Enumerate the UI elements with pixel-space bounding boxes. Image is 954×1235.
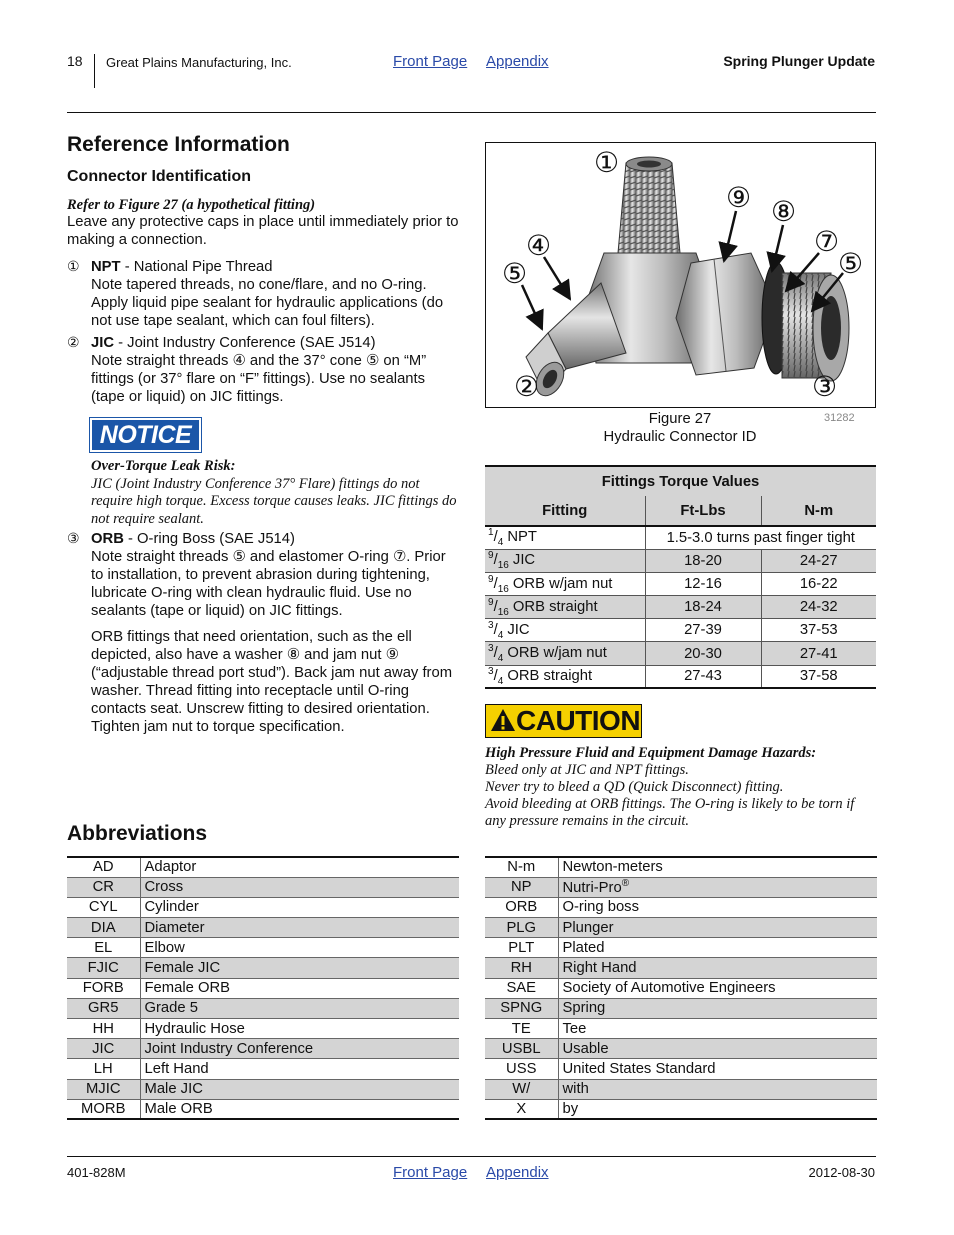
jic-marker: ② bbox=[67, 334, 80, 350]
abbreviation-meaning: Cross bbox=[140, 877, 459, 897]
abbreviation-meaning: Adaptor bbox=[140, 857, 459, 877]
abbreviation-code: SPNG bbox=[485, 998, 558, 1018]
table-row bbox=[485, 857, 877, 877]
page-number: 18 bbox=[67, 53, 83, 69]
callout-2: ② bbox=[514, 370, 540, 403]
col-nm: N-m bbox=[761, 496, 876, 526]
abbreviation-code: CR bbox=[67, 877, 140, 897]
callout-1: ① bbox=[594, 146, 620, 179]
caution-label: CAUTION bbox=[516, 705, 641, 736]
section-title: Reference Information bbox=[67, 133, 290, 156]
table-row bbox=[485, 526, 876, 549]
abbreviation-meaning: Grade 5 bbox=[140, 998, 459, 1018]
jic-name: - Joint Industry Conference (SAE J514) bbox=[114, 335, 376, 351]
ftlbs-cell: 27-39 bbox=[645, 619, 761, 642]
nm-cell: 27-41 bbox=[761, 642, 876, 665]
table-row bbox=[485, 642, 876, 665]
table-row bbox=[67, 998, 459, 1018]
caution-line-1: Bleed only at JIC and NPT fittings. bbox=[485, 762, 689, 778]
table-row bbox=[67, 958, 459, 978]
document-title: Spring Plunger Update bbox=[723, 53, 875, 69]
abbreviation-meaning: Female ORB bbox=[140, 978, 459, 998]
npt-torque-cell: 1.5-3.0 turns past finger tight bbox=[645, 526, 876, 549]
jic-text: Note straight threads ④ and the 37° cone ⑤ on “M” fittings (or 37° flare on “F” fittings). Use no sealants (tape or liquid) on JIC fittings. bbox=[91, 353, 427, 405]
table-row bbox=[67, 877, 459, 897]
abbreviation-meaning: Usable bbox=[558, 1039, 877, 1059]
abbreviation-code: HH bbox=[67, 1019, 140, 1039]
abbreviation-code: MORB bbox=[67, 1099, 140, 1119]
header-divider bbox=[94, 54, 95, 88]
abbreviation-code: PLT bbox=[485, 938, 558, 958]
npt-name: - National Pipe Thread bbox=[120, 259, 273, 275]
jic-item bbox=[91, 334, 461, 406]
torque-table bbox=[485, 465, 876, 689]
abbreviation-code: FJIC bbox=[67, 958, 140, 978]
table-row bbox=[485, 918, 877, 938]
table-row bbox=[485, 1039, 877, 1059]
table-row bbox=[67, 918, 459, 938]
abbreviation-meaning: Diameter bbox=[140, 918, 459, 938]
table-row bbox=[67, 857, 459, 877]
table-row bbox=[485, 897, 877, 917]
table-row bbox=[485, 1059, 877, 1079]
abbreviation-code: USS bbox=[485, 1059, 558, 1079]
warning-triangle-icon bbox=[490, 708, 516, 732]
abbreviation-meaning: Cylinder bbox=[140, 897, 459, 917]
abbreviation-meaning: Joint Industry Conference bbox=[140, 1039, 459, 1059]
table-row bbox=[67, 1039, 459, 1059]
nm-cell: 16-22 bbox=[761, 572, 876, 595]
abbreviation-meaning: Plated bbox=[558, 938, 877, 958]
orb-text: Note straight threads ⑤ and elastomer O-ring ⑦. Prior to installation, to prevent abrasion during tightening, lubricate O-ring with clean hydraulic fluid. Use no sealants (tape or liquid) on JIC fittings. bbox=[91, 549, 446, 619]
abbreviation-code: CYL bbox=[67, 897, 140, 917]
abbreviation-meaning: by bbox=[562, 1101, 579, 1118]
caution-line-3: Avoid bleeding at ORB fittings. The O-ring is likely to be torn if any pressure remains in the circuit. bbox=[485, 796, 855, 829]
caution-line-2: Never try to bleed a QD (Quick Disconnect) fitting. bbox=[485, 779, 784, 795]
nm-cell: 24-27 bbox=[761, 549, 876, 572]
fitting-cell: $^9/_{16}$ ORB w/jam nut bbox=[485, 572, 645, 595]
figure-number: Figure 27 bbox=[648, 411, 712, 427]
abbreviation-meaning: Tee bbox=[558, 1019, 877, 1039]
company-name: Great Plains Manufacturing, Inc. bbox=[106, 55, 292, 70]
table-row bbox=[67, 938, 459, 958]
table-row bbox=[67, 1079, 459, 1099]
nm-cell: 37-53 bbox=[761, 619, 876, 642]
abbreviation-meaning: Hydraulic Hose bbox=[140, 1019, 459, 1039]
notice-heading: Over-Torque Leak Risk: bbox=[91, 458, 236, 474]
notice-text: JIC (Joint Industry Conference 37° Flare) fittings do not require high torque. Excess torque causes leaks. JIC fittings do not require sealant. bbox=[91, 475, 457, 527]
abbreviations-table-left bbox=[67, 856, 459, 1120]
notice-badge: NOTICE bbox=[90, 418, 201, 452]
fitting-cell: $^3/_4$ ORB w/jam nut bbox=[485, 642, 645, 665]
abbreviation-code: TE bbox=[485, 1019, 558, 1039]
ftlbs-cell: 20-30 bbox=[645, 642, 761, 665]
hydraulic-connector-figure bbox=[485, 142, 876, 408]
abbreviation-code: N-m bbox=[485, 857, 558, 877]
abbreviation-meaning: Left Hand bbox=[140, 1059, 459, 1079]
appendix-link[interactable]: Appendix bbox=[486, 53, 549, 70]
table-row bbox=[485, 998, 877, 1018]
abbreviation-meaning: Male ORB bbox=[144, 1101, 213, 1118]
col-fitting: Fitting bbox=[485, 496, 645, 526]
abbreviation-code: AD bbox=[67, 857, 140, 877]
abbreviation-code: X bbox=[485, 1099, 558, 1119]
figure-image-id: 31282 bbox=[824, 412, 855, 424]
figure-title: Hydraulic Connector ID bbox=[603, 429, 757, 445]
abbreviation-code: FORB bbox=[67, 978, 140, 998]
orb-orientation-text: ORB fittings that need orientation, such as the ell depicted, also have a washer ⑧ and jam nut ⑨ (“adjustable thread port stud”). Back jam nut away from washer. Thread fitting into receptacle until O-ring contacts seat. Unscrew fitting to desired orientation. Tighten jam nut to torque specification. bbox=[91, 629, 453, 735]
npt-code: NPT bbox=[91, 259, 121, 275]
abbreviation-meaning: United States Standard bbox=[558, 1059, 877, 1079]
section-subtitle: Connector Identification bbox=[67, 168, 251, 185]
orb-marker: ③ bbox=[67, 530, 80, 546]
figure-reference: Refer to Figure 27 (a hypothetical fitting) bbox=[67, 197, 316, 213]
abbreviation-code: EL bbox=[67, 938, 140, 958]
abbreviation-meaning: Female JIC bbox=[140, 958, 459, 978]
abbreviation-code: ORB bbox=[485, 897, 558, 917]
front-page-link[interactable]: Front Page bbox=[393, 53, 468, 70]
ftlbs-cell: 18-24 bbox=[645, 596, 761, 619]
abbreviation-meaning: Newton-meters bbox=[558, 857, 877, 877]
table-row bbox=[485, 1099, 877, 1119]
npt-text: Note tapered threads, no cone/flare, and no O-ring. Apply liquid pipe sealant for hydraulic applications (do not use tape sealant, which can foul filters). bbox=[91, 277, 444, 329]
fitting-cell: $^3/_4$ JIC bbox=[485, 619, 645, 642]
abbreviation-code: W/ bbox=[485, 1079, 558, 1099]
abbreviation-code: GR5 bbox=[67, 998, 140, 1018]
table-row bbox=[485, 938, 877, 958]
npt-item bbox=[91, 258, 461, 330]
table-row bbox=[485, 665, 876, 688]
callout-7: ⑦ bbox=[814, 225, 840, 258]
ftlbs-cell: 12-16 bbox=[645, 572, 761, 595]
abbreviations-table-right bbox=[485, 856, 877, 1120]
table-row bbox=[485, 958, 877, 978]
orb-code: ORB bbox=[91, 531, 124, 547]
abbreviation-meaning: Nutri-Pro® bbox=[558, 877, 877, 897]
fitting-cell: $^1/_4$ NPT bbox=[485, 526, 645, 549]
connector-illustration bbox=[486, 143, 876, 408]
callout-4: ④ bbox=[526, 229, 552, 262]
abbreviation-code: NP bbox=[485, 877, 558, 897]
nm-cell: 37-58 bbox=[761, 665, 876, 688]
jic-code: JIC bbox=[91, 335, 115, 351]
callout-5-left: ⑤ bbox=[502, 257, 528, 290]
figure-caption bbox=[580, 410, 780, 446]
abbreviation-meaning: Elbow bbox=[140, 938, 459, 958]
table-row bbox=[67, 897, 459, 917]
document-number: 401-828M bbox=[67, 1165, 126, 1180]
abbreviation-code: PLG bbox=[485, 918, 558, 938]
table-row bbox=[67, 978, 459, 998]
callout-3: ③ bbox=[812, 370, 838, 403]
abbreviation-meaning: Male JIC bbox=[140, 1079, 459, 1099]
table-row bbox=[485, 1019, 877, 1039]
table-row bbox=[485, 1079, 877, 1099]
fitting-cell: $^3/_4$ ORB straight bbox=[485, 665, 645, 688]
callout-9: ⑨ bbox=[726, 181, 752, 214]
table-row bbox=[485, 572, 876, 595]
ftlbs-cell: 18-20 bbox=[645, 549, 761, 572]
abbreviation-meaning: Society of Automotive Engineers bbox=[558, 978, 877, 998]
npt-marker: ① bbox=[67, 258, 80, 274]
caution-heading: High Pressure Fluid and Equipment Damage Hazards: bbox=[485, 745, 817, 761]
table-row bbox=[485, 596, 876, 619]
abbreviation-code: LH bbox=[67, 1059, 140, 1079]
table-row bbox=[485, 877, 877, 897]
abbreviation-code: USBL bbox=[485, 1039, 558, 1059]
caution-badge bbox=[485, 704, 642, 738]
ftlbs-cell: 27-43 bbox=[645, 665, 761, 688]
table-row bbox=[67, 1059, 459, 1079]
document-date: 2012-08-30 bbox=[808, 1165, 875, 1180]
intro-text: Leave any protective caps in place until immediately prior to making a connection. bbox=[67, 214, 459, 248]
abbreviation-meaning: Spring bbox=[558, 998, 877, 1018]
abbreviation-code: MJIC bbox=[67, 1079, 140, 1099]
header-rule bbox=[67, 112, 876, 113]
col-ftlbs: Ft-Lbs bbox=[645, 496, 761, 526]
abbreviation-meaning: Right Hand bbox=[558, 958, 877, 978]
footer-appendix-link[interactable]: Appendix bbox=[486, 1164, 549, 1181]
abbreviations-title: Abbreviations bbox=[67, 822, 208, 845]
table-row bbox=[67, 1019, 459, 1039]
callout-8: ⑧ bbox=[771, 195, 797, 228]
nm-cell: 24-32 bbox=[761, 596, 876, 619]
abbreviation-code: DIA bbox=[67, 918, 140, 938]
table-row bbox=[485, 619, 876, 642]
table-row bbox=[485, 549, 876, 572]
fitting-cell: $^9/_{16}$ JIC bbox=[485, 549, 645, 572]
abbreviation-meaning: O-ring boss bbox=[558, 897, 877, 917]
callout-5-right: ⑤ bbox=[838, 247, 864, 280]
abbreviation-meaning: Plunger bbox=[558, 918, 877, 938]
torque-table-title: Fittings Torque Values bbox=[485, 466, 876, 496]
abbreviation-code: JIC bbox=[67, 1039, 140, 1059]
notice-block bbox=[91, 458, 461, 528]
orb-item bbox=[91, 530, 461, 620]
table-row bbox=[485, 978, 877, 998]
abbreviation-code: RH bbox=[485, 958, 558, 978]
caution-block bbox=[485, 745, 877, 830]
abbreviation-meaning: with bbox=[558, 1079, 877, 1099]
footer-front-page-link[interactable]: Front Page bbox=[393, 1164, 468, 1181]
orb-name: - O-ring Boss (SAE J514) bbox=[123, 531, 295, 547]
fitting-cell: $^9/_{16}$ ORB straight bbox=[485, 596, 645, 619]
footer-rule bbox=[67, 1156, 876, 1157]
table-row bbox=[67, 1099, 459, 1119]
abbreviation-code: SAE bbox=[485, 978, 558, 998]
